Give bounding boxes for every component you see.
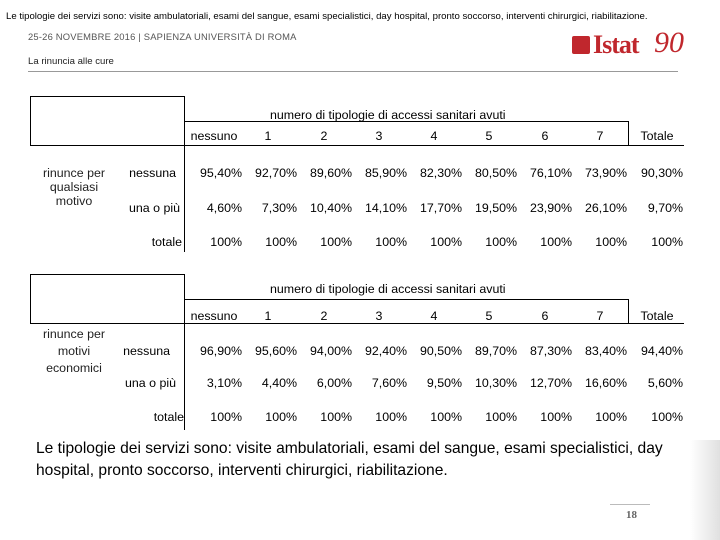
row-label: una o più — [125, 376, 176, 390]
table-cell: 9,70% — [647, 201, 683, 215]
table-border — [30, 274, 31, 324]
table-cell: 19,50% — [474, 201, 517, 215]
table-cell: 100% — [375, 235, 407, 249]
table-cell: 4,40% — [261, 376, 297, 390]
table-cell: 5,60% — [647, 376, 683, 390]
page-number: 18 — [626, 509, 637, 521]
table-cell: 100% — [320, 410, 352, 424]
col-header: nessuno — [190, 309, 238, 323]
table-cell: 9,50% — [426, 376, 462, 390]
table-cell: 89,70% — [474, 344, 517, 358]
table-cell: 23,90% — [529, 201, 572, 215]
table-cell: 100% — [595, 235, 627, 249]
table-cell: 92,40% — [364, 344, 407, 358]
table-cell: 96,90% — [199, 344, 242, 358]
table-cell: 26,10% — [584, 201, 627, 215]
table-cell: 100% — [210, 410, 242, 424]
table-border — [184, 274, 185, 430]
row-label: totale — [153, 410, 184, 424]
col-header: 4 — [430, 129, 438, 143]
col-header: nessuno — [190, 129, 238, 143]
table-cell: 7,30% — [261, 201, 297, 215]
col-header: 6 — [541, 309, 549, 323]
col-header: 5 — [485, 309, 493, 323]
table-cell: 100% — [595, 410, 627, 424]
table-cell: 73,90% — [584, 166, 627, 180]
table-cell: 100% — [540, 235, 572, 249]
logo-word: Istat — [593, 30, 639, 59]
table-cell: 100% — [210, 235, 242, 249]
table-border — [30, 323, 185, 324]
section-title: La rinuncia alle cure — [28, 56, 114, 67]
table-cell: 87,30% — [529, 344, 572, 358]
row-label: totale — [151, 235, 182, 249]
col-header: Totale — [640, 309, 674, 323]
table-cell: 100% — [375, 410, 407, 424]
table-border — [30, 274, 185, 275]
table-cell: 100% — [320, 235, 352, 249]
page-number-rule — [610, 504, 650, 505]
table-cell: 7,60% — [371, 376, 407, 390]
table-cell: 100% — [430, 410, 462, 424]
col-header: 2 — [320, 129, 328, 143]
table-cell: 90,50% — [419, 344, 462, 358]
table-cell: 90,30% — [640, 166, 683, 180]
col-header: 6 — [541, 129, 549, 143]
table-cell: 83,40% — [584, 344, 627, 358]
table-cell: 100% — [651, 235, 683, 249]
table-cell: 76,10% — [529, 166, 572, 180]
col-header: 4 — [430, 309, 438, 323]
row-label: nessuna — [123, 344, 170, 358]
table-border — [184, 323, 684, 324]
table-cell: 100% — [430, 235, 462, 249]
col-header: Totale — [640, 129, 674, 143]
col-header: 7 — [596, 129, 604, 143]
table-cell: 94,40% — [640, 344, 683, 358]
footer-note: Le tipologie dei servizi sono: visite ambulatoriali, esami del sangue, esami specialistici, day hospital, pronto soccorso, interventi chirurgici, riabilitazione. — [36, 440, 663, 479]
col-header: 1 — [264, 309, 272, 323]
table-cell: 4,60% — [206, 201, 242, 215]
top-caption: Le tipologie dei servizi sono: visite ambulatoriali, esami del sangue, esami specialistici, day hospital, pronto soccorso, interventi chirurgici, riabilitazione. — [6, 11, 648, 22]
table-cell: 3,10% — [206, 376, 242, 390]
table-cell: 100% — [265, 235, 297, 249]
table-cell: 100% — [485, 410, 517, 424]
table-cell: 100% — [540, 410, 572, 424]
table-cell: 10,40% — [309, 201, 352, 215]
table-cell: 100% — [485, 235, 517, 249]
table-cell: 17,70% — [419, 201, 462, 215]
table-cell: 100% — [651, 410, 683, 424]
table-cell: 95,40% — [199, 166, 242, 180]
table-cell: 80,50% — [474, 166, 517, 180]
group-header: numero di tipologie di accessi sanitari avuti — [270, 282, 506, 296]
row-label: nessuna — [129, 166, 176, 180]
table-cell: 89,60% — [309, 166, 352, 180]
table-cell: 85,90% — [364, 166, 407, 180]
table-cell: 12,70% — [529, 376, 572, 390]
row-label: una o più — [129, 201, 180, 215]
table-cell: 92,70% — [254, 166, 297, 180]
group-header: numero di tipologie di accessi sanitari avuti — [270, 108, 506, 122]
col-header: 2 — [320, 309, 328, 323]
table-cell: 95,60% — [254, 344, 297, 358]
conference-line: 25-26 NOVEMBRE 2016 | SAPIENZA UNIVERSITÀ DI ROMA — [28, 31, 297, 42]
logo-number: 90 — [654, 26, 684, 59]
col-header: 3 — [375, 309, 383, 323]
table-cell: 100% — [265, 410, 297, 424]
table-cell: 6,00% — [316, 376, 352, 390]
table-cell: 10,30% — [474, 376, 517, 390]
table-border — [184, 299, 629, 300]
table-border — [628, 299, 629, 324]
col-header: 5 — [485, 129, 493, 143]
row-group-label: rinunce per qualsiasi motivo — [43, 166, 105, 208]
col-header: 7 — [596, 309, 604, 323]
corner-decoration — [690, 440, 720, 540]
table-cell: 14,10% — [364, 201, 407, 215]
table-cell: 16,60% — [584, 376, 627, 390]
table-cell: 82,30% — [419, 166, 462, 180]
col-header: 1 — [264, 129, 272, 143]
table-cell: 94,00% — [309, 344, 352, 358]
row-group-label: rinunce per motivi economici — [43, 327, 105, 375]
col-header: 3 — [375, 129, 383, 143]
